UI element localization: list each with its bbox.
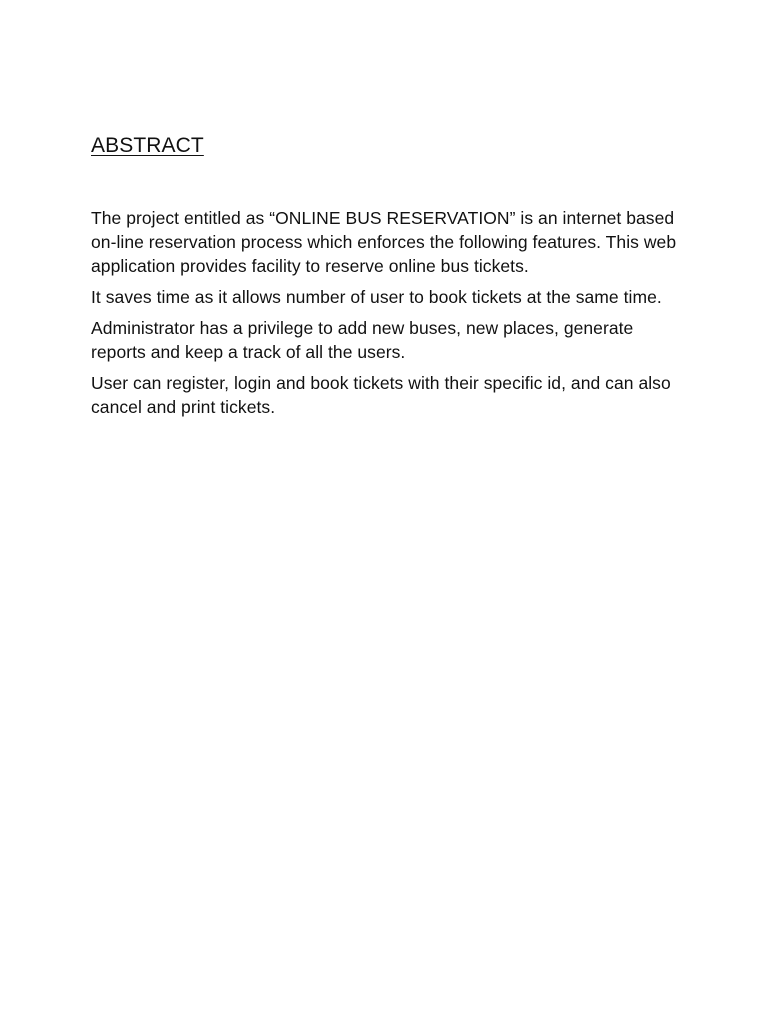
paragraph-time-saving: It saves time as it allows number of user to book tickets at the same time. xyxy=(91,287,662,307)
abstract-body xyxy=(91,206,691,426)
paragraph-user: User can register, login and book tickets with their specific id, and can also cancel and print tickets. xyxy=(91,373,671,417)
paragraph-administrator: Administrator has a privilege to add new buses, new places, generate reports and keep a track of all the users. xyxy=(91,318,634,362)
paragraph-intro: The project entitled as “ONLINE BUS RESERVATION” is an internet based on-line reservation process which enforces the following features. This web application provides facility to reserve online bus tickets. xyxy=(91,208,677,276)
abstract-heading: ABSTRACT xyxy=(91,134,204,157)
